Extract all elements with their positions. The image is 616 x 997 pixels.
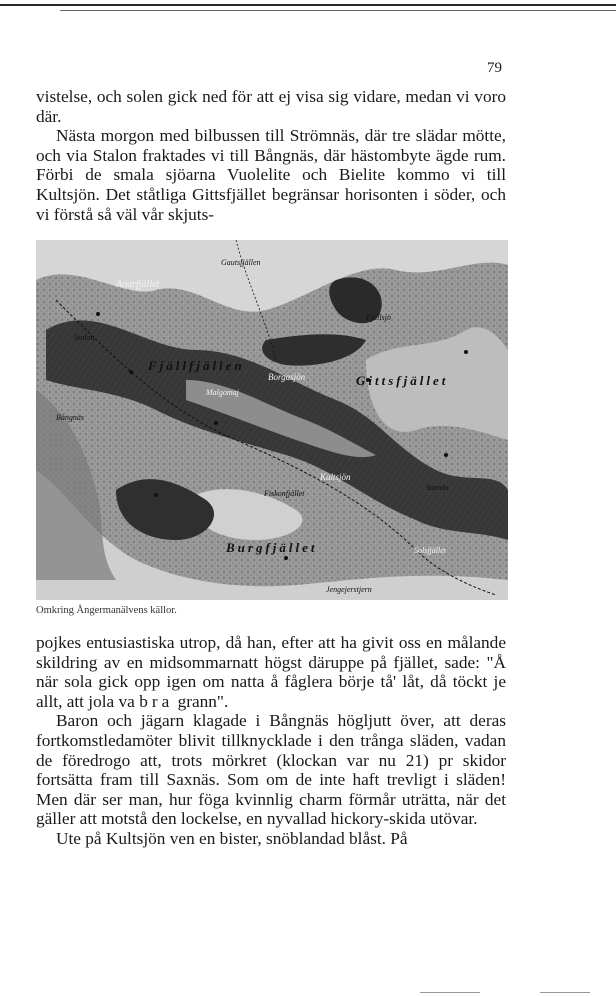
map-label-jengejerstjern: Jengejerstjern (326, 585, 372, 594)
paragraph-baron: Baron och jägarn klagade i Bångnäs högljutt över, att deras fortkomstledamöter blivit tillknycklade i den trånga släden, vadan de föredrogo att, trots mörkret (klockan var nu 21) pr skidor fortsätta fram till Saxnäs. Som om de inte haft trevligt i släden! Men där ser man, hur föga kvinnlig charm förmår uträtta, när det gäller att motstå den lockelse, en nyvallad hickory-skida utövar. (36, 711, 506, 829)
map-label-malgomaj: Malgomaj (206, 388, 239, 397)
scan-edge-rule-secondary (60, 10, 616, 11)
figure-caption: Omkring Ångermanälvens källor. (36, 605, 177, 616)
scan-edge-rule (0, 4, 616, 6)
bottom-text-block (36, 633, 506, 849)
map-label-solsfjallet: Solsfjället (414, 546, 446, 555)
scan-artifact-line (420, 992, 480, 993)
map-label-kultsjon: Kultsjön (320, 472, 351, 482)
paragraph-journey: Nästa morgon med bilbussen till Strömnäs, där tre slädar mötte, och via Stalon fraktades vi till Bångnäs, där hästombyte ägde rum. Förbi de smala sjöarna Vuolelite och Bielite kommo vi till Kultsjön. Det ståtliga Gittsfjället begränsar horisonten i söder, och vi förstå så väl vår skjuts- (36, 126, 506, 224)
map-label-fjallfjallen: Fjällfjällen (148, 358, 245, 373)
map-label-gautsfjallen: Gautsfjällen (221, 258, 261, 267)
map-label-fiskonfjallet: Fiskonfjället (264, 489, 305, 498)
scan-artifact-line (540, 992, 590, 993)
paragraph-quote (36, 633, 506, 711)
paragraph-continuation: vistelse, och solen gick ned för att ej visa sig vidare, medan vi voro där. (36, 87, 506, 126)
paragraph-kultsjon: Ute på Kultsjön ven en bister, snöblandad blåst. På (56, 828, 408, 848)
map-label-bangnas: Bångnäs (56, 413, 84, 422)
quote-text-end: grann". (173, 691, 229, 711)
map-label-anarfjallet: Anarfjället (116, 279, 160, 290)
map-image (36, 240, 508, 600)
quote-emphasis: bra (139, 691, 174, 711)
map-label-borgasjon: Borgasjön (268, 372, 306, 382)
map-label-fjallsjo: Fjällsjö (366, 313, 391, 322)
map-figure (36, 240, 508, 600)
map-label-saxnas: Saxnäs (426, 483, 449, 492)
quote-text-start: pojkes entusiastiska utrop, då han, efter att ha givit oss en målande skildring av en midsommarnatt högst däruppe på fjället, sade: "Å när sola gick opp igen om natta å fåglera börje tå' låt, då töckt je allt, att jola va (36, 633, 506, 711)
map-label-burgfjallet: Burgfjället (226, 540, 318, 555)
page-number: 79 (487, 60, 502, 76)
map-label-gittsfjallet: Gittsfjället (356, 373, 449, 388)
map-label-stalon: Stalon (74, 333, 95, 342)
top-text-block (36, 87, 506, 224)
